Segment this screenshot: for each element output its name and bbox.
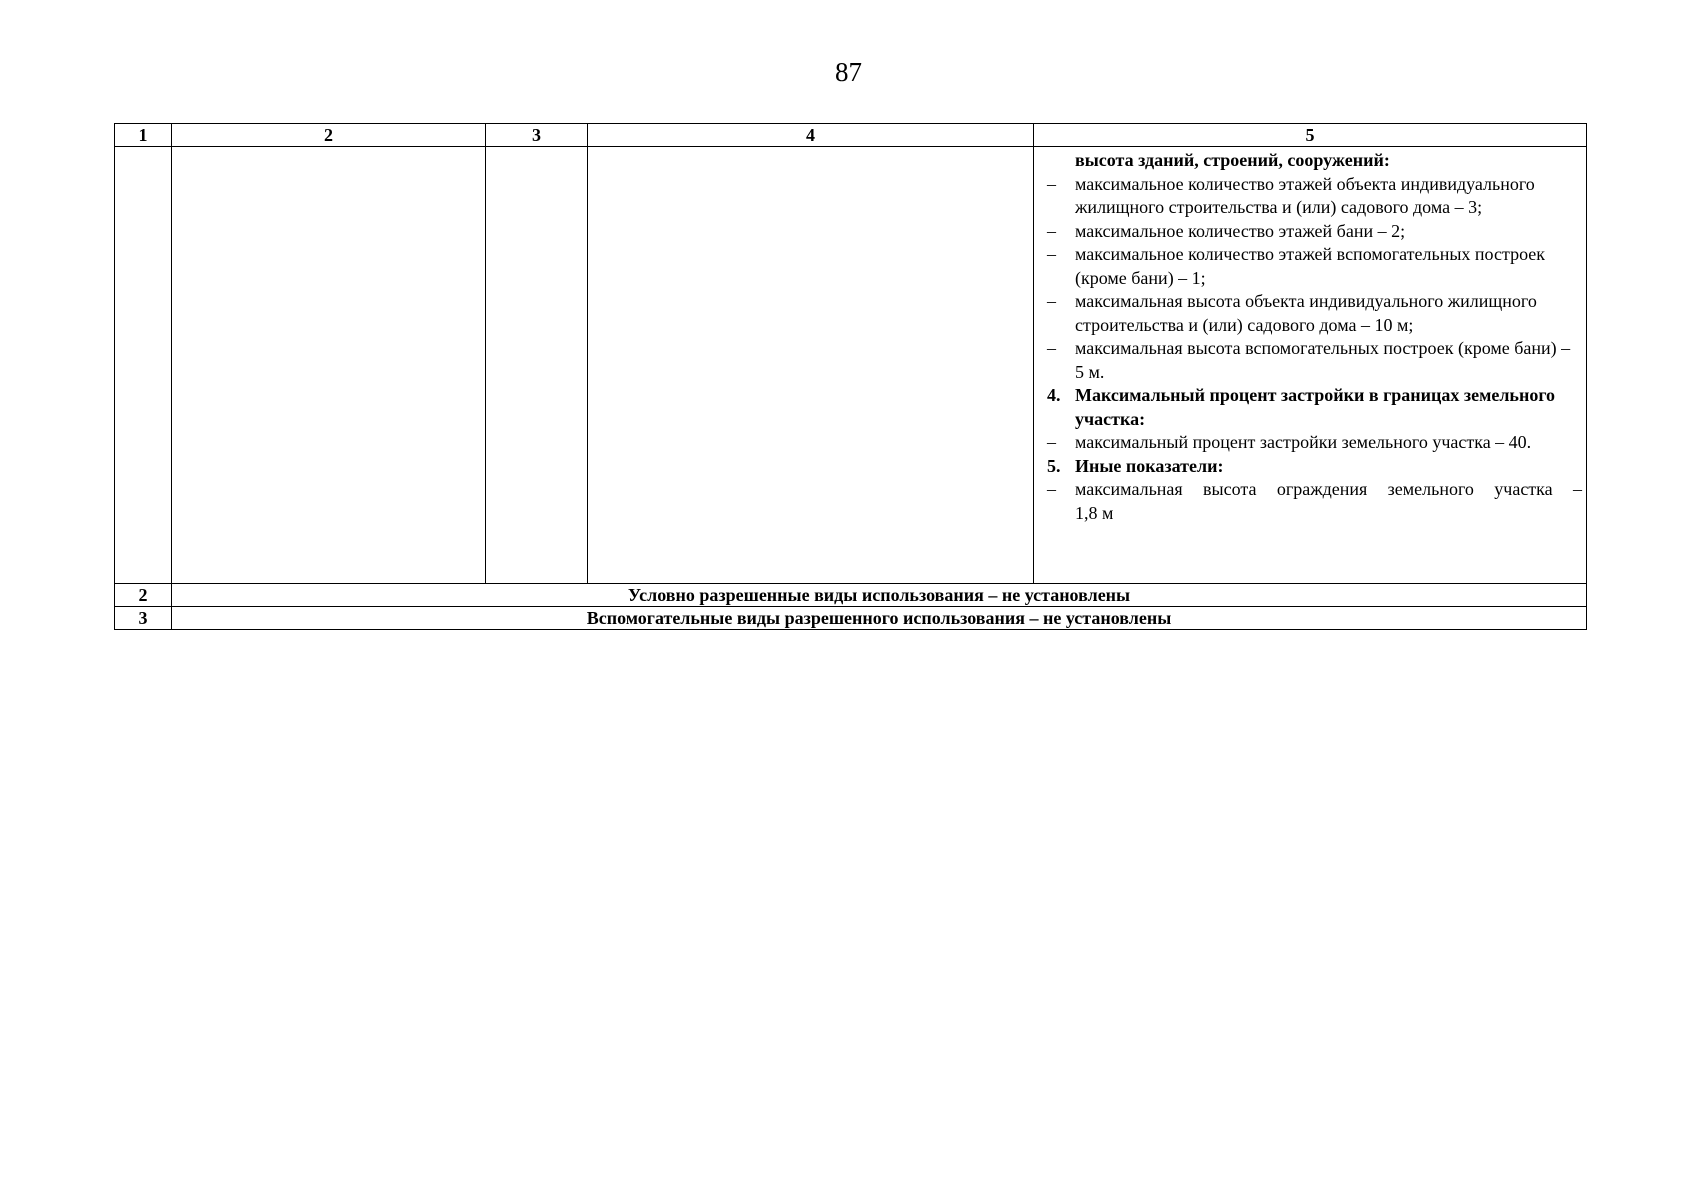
- row-number: 3: [115, 607, 172, 630]
- dash-bullet: –: [1047, 244, 1056, 264]
- table-row: [115, 147, 1587, 584]
- table-row: [115, 584, 1587, 607]
- parameters-list: [1034, 147, 1586, 527]
- dash-bullet: –: [1047, 291, 1056, 311]
- list-item-text: максимальное количество этажей вспомогательных построек (кроме бани) – 1;: [1075, 244, 1546, 288]
- cell-col-4: [588, 147, 1034, 584]
- list-item-text: максимальное количество этажей бани – 2;: [1075, 220, 1406, 241]
- section-number: 4.: [1047, 385, 1061, 405]
- list-item: [1047, 220, 1582, 244]
- list-item-text-line: максимальная высота ограждения земельного участка –: [1075, 479, 1582, 499]
- row-number: 2: [115, 584, 172, 607]
- cell-col-1: [115, 147, 172, 584]
- header-col-2: 2: [172, 124, 486, 147]
- list-item-text-line: 1,8 м: [1075, 502, 1114, 523]
- dash-bullet: –: [1047, 432, 1056, 452]
- row-text: Вспомогательные виды разрешенного использования – не установлены: [172, 607, 1587, 630]
- cell-col-2: [172, 147, 486, 584]
- row-text: Условно разрешенные виды использования – не установлены: [172, 584, 1587, 607]
- list-item: [1047, 337, 1582, 384]
- list-item-text: [1075, 478, 1582, 525]
- header-col-5: 5: [1034, 124, 1587, 147]
- header-col-4: 4: [588, 124, 1034, 147]
- section-title: Иные показатели:: [1075, 455, 1224, 476]
- cell-col-5: [1034, 147, 1587, 584]
- dash-bullet: –: [1047, 173, 1056, 194]
- list-item: [1047, 431, 1582, 455]
- section-heading: [1047, 384, 1582, 431]
- list-item: [1047, 173, 1582, 220]
- header-col-1: 1: [115, 124, 172, 147]
- dash-bullet: –: [1047, 479, 1056, 499]
- dash-bullet: –: [1047, 338, 1056, 358]
- header-col-3: 3: [486, 124, 588, 147]
- table-header-row: [115, 124, 1587, 147]
- cell-col-3: [486, 147, 588, 584]
- list-item: [1047, 290, 1582, 337]
- section-number: 5.: [1047, 455, 1061, 476]
- dash-bullet: –: [1047, 220, 1056, 241]
- section-heading: [1047, 455, 1582, 479]
- section-heading-continued: высота зданий, строений, сооружений:: [1075, 150, 1390, 170]
- section-title: Максимальный процент застройки в границах земельного участка:: [1075, 385, 1556, 429]
- list-item: [1047, 149, 1582, 173]
- list-item: [1047, 243, 1582, 290]
- list-item-text: максимальное количество этажей объекта индивидуального жилищного строительства и (или) садового дома – 3;: [1075, 173, 1535, 217]
- table-row: [115, 607, 1587, 630]
- list-item-text: максимальная высота объекта индивидуального жилищного строительства и (или) садового дома – 10 м;: [1075, 291, 1537, 335]
- list-item-text: максимальная высота вспомогательных построек (кроме бани) – 5 м.: [1075, 338, 1571, 382]
- list-item: [1047, 478, 1582, 525]
- zoning-table: [114, 123, 1587, 630]
- list-item-text: максимальный процент застройки земельного участка – 40.: [1075, 432, 1532, 452]
- page-number: 87: [835, 57, 862, 87]
